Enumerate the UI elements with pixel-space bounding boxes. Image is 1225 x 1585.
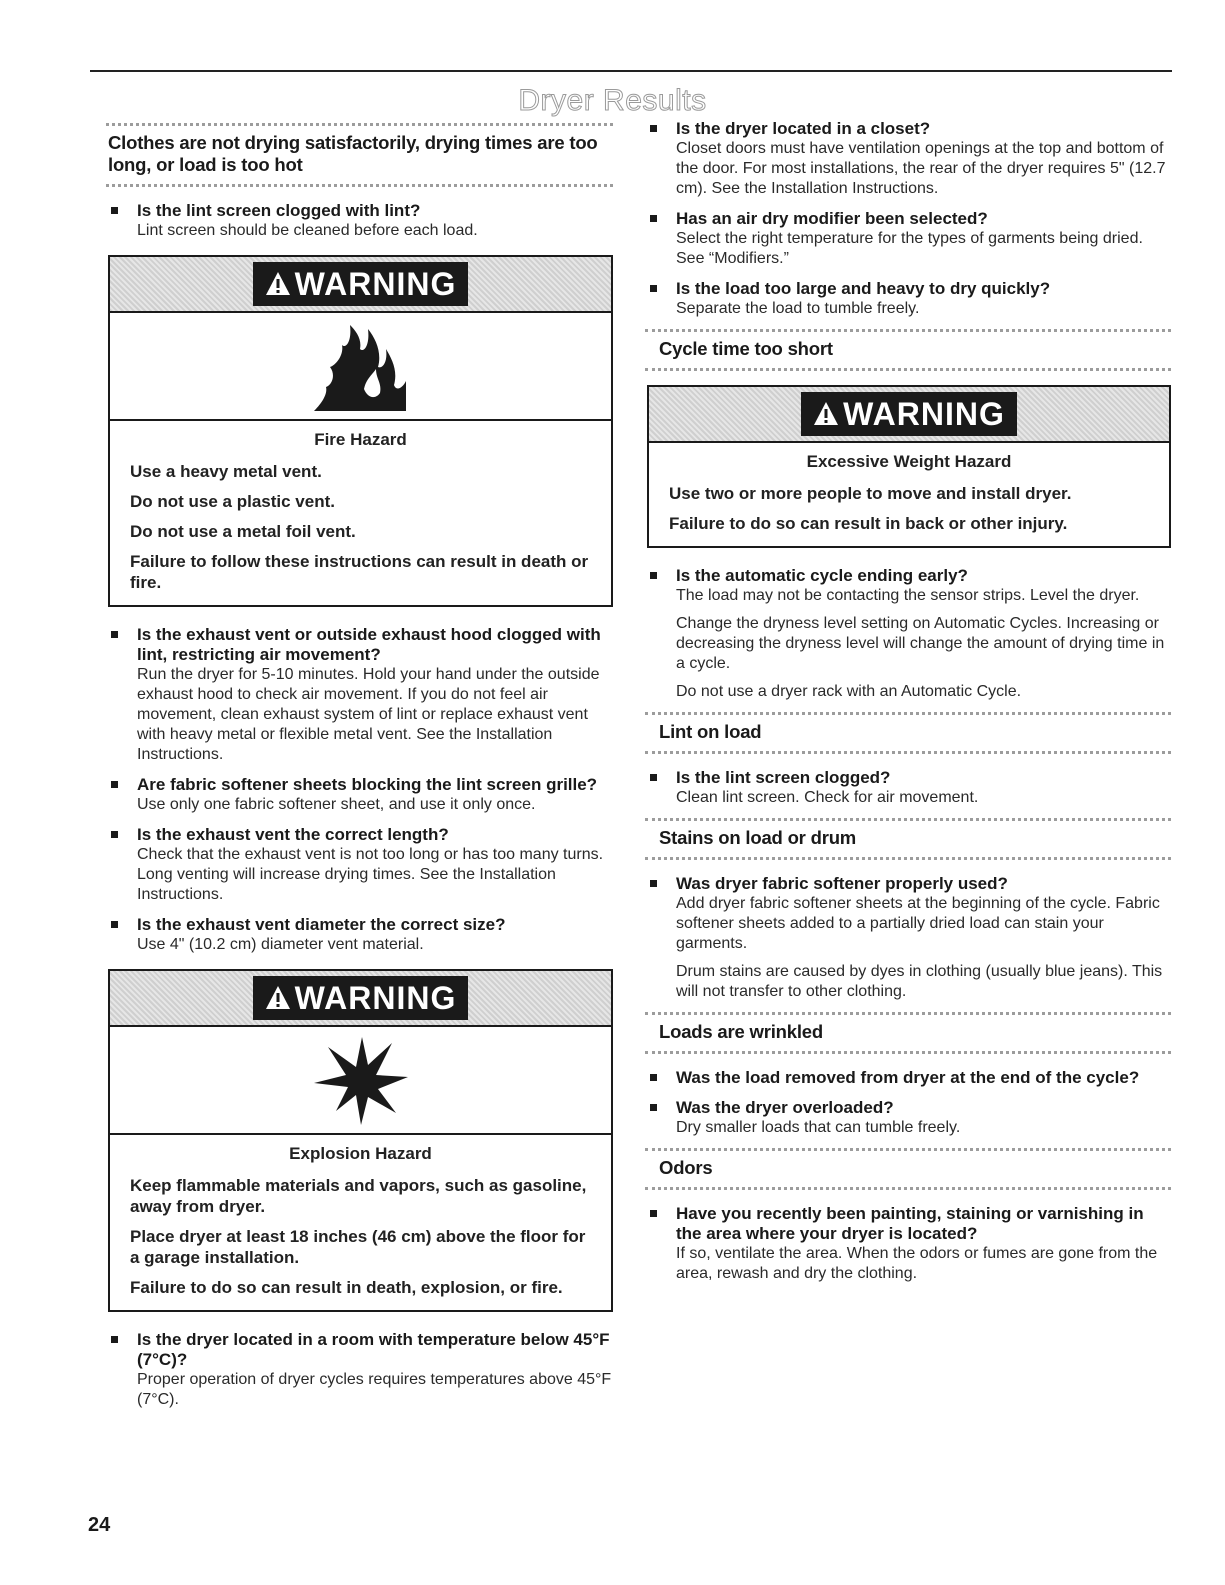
bullet-icon [111, 781, 118, 788]
warning-triangle-icon [813, 401, 839, 427]
hazard-instruction: Do not use a metal foil vent. [130, 522, 356, 541]
question-answer: Do not use a dryer rack with an Automatic Cycle. [676, 683, 1022, 700]
hazard-name: Fire Hazard [314, 430, 407, 449]
question-answer: Add dryer fabric softener sheets at the beginning of the cycle. Fabric softener sheets added to a partially dried load can stain your garments. [676, 895, 1160, 952]
hazard-instruction: Use a heavy metal vent. [130, 462, 322, 481]
warning-header [110, 971, 611, 1027]
question-lint-clogged [647, 768, 1171, 808]
question-title: Is the load too large and heavy to dry quickly? [676, 279, 1051, 298]
question-overloaded [647, 1098, 1171, 1138]
question-closet [647, 119, 1171, 199]
warning-header [649, 387, 1169, 443]
question-painting [647, 1204, 1171, 1284]
page-title: Dryer Results [518, 84, 707, 117]
right-column [647, 119, 1171, 1294]
question-answer: Run the dryer for 5-10 minutes. Hold your hand under the outside exhaust hood to check air movement. If you do not feel air movement, clean exhaust system of lint or replace exhaust vent with heavy metal or flexible metal vent. See the Installation Instructions. [137, 666, 600, 763]
hazard-instruction: Place dryer at least 18 inches (46 cm) above the floor for a garage installation. [130, 1227, 586, 1267]
warning-label: WARNING [253, 262, 469, 306]
warning-text [649, 443, 1169, 546]
bullet-icon [650, 125, 657, 132]
bullet-icon [650, 285, 657, 292]
question-title: Is the lint screen clogged? [676, 768, 891, 787]
bullet-icon [650, 880, 657, 887]
hazard-instruction: Failure to do so can result in death, explosion, or fire. [130, 1278, 563, 1297]
question-title: Are fabric softener sheets blocking the lint screen grille? [137, 775, 598, 794]
hazard-icon-area [110, 313, 611, 421]
hazard-instruction: Failure to follow these instructions can result in death or fire. [130, 552, 589, 592]
question-answer: Clean lint screen. Check for air movement. [676, 789, 979, 806]
left-column [108, 123, 613, 1420]
question-answer: Proper operation of dryer cycles requires temperatures above 45°F (7°C). [137, 1371, 612, 1408]
question-auto-cycle [647, 566, 1171, 702]
section-title-drying: Clothes are not drying satisfactorily, drying times are too long, or load is too hot [108, 132, 598, 175]
question-vent-diameter [108, 915, 613, 955]
section-header [645, 818, 1171, 860]
question-softener-used [647, 874, 1171, 1002]
hazard-name: Excessive Weight Hazard [806, 452, 1012, 471]
question-title: Is the exhaust vent diameter the correct size? [137, 915, 506, 934]
bullet-icon [111, 831, 118, 838]
explosion-icon [306, 1033, 416, 1128]
bullet-icon [650, 774, 657, 781]
question-load-removed [647, 1068, 1171, 1088]
question-answer: Use 4" (10.2 cm) diameter vent material. [137, 936, 424, 953]
warning-triangle-icon [265, 985, 291, 1011]
warning-text [110, 421, 611, 605]
warning-text [110, 1135, 611, 1310]
question-title: Has an air dry modifier been selected? [676, 209, 988, 228]
bullet-icon [650, 1210, 657, 1217]
question-title: Have you recently been painting, staining or varnishing in the area where your dryer is located? [676, 1204, 1144, 1243]
warning-label: WARNING [253, 976, 469, 1020]
question-title: Is the exhaust vent the correct length? [137, 825, 449, 844]
question-vent-length [108, 825, 613, 905]
bullet-icon [111, 207, 118, 214]
question-title: Was dryer fabric softener properly used? [676, 874, 1008, 893]
top-rule [90, 70, 1172, 72]
section-title-wrinkled: Loads are wrinkled [659, 1021, 823, 1042]
bullet-icon [650, 1104, 657, 1111]
question-room-temperature [108, 1330, 613, 1410]
bullet-icon [111, 631, 118, 638]
bullet-icon [650, 1074, 657, 1081]
question-title: Is the dryer located in a room with temperature below 45°F (7°C)? [137, 1330, 610, 1369]
section-title-cycle-short: Cycle time too short [659, 338, 833, 359]
warning-box-explosion [108, 969, 613, 1312]
bullet-icon [650, 215, 657, 222]
question-softener-sheets [108, 775, 613, 815]
warning-triangle-icon [265, 271, 291, 297]
warning-header [110, 257, 611, 313]
question-answer: If so, ventilate the area. When the odors or fumes are gone from the area, rewash and dry the clothing. [676, 1245, 1158, 1282]
question-answer: Check that the exhaust vent is not too long or has too many turns. Long venting will increase drying times. See the Installation Instructions. [137, 846, 604, 903]
hazard-name: Explosion Hazard [289, 1144, 432, 1163]
question-title: Is the dryer located in a closet? [676, 119, 931, 138]
section-header [645, 329, 1171, 371]
question-answer: Select the right temperature for the types of garments being dried. See “Modifiers.” [676, 230, 1143, 267]
question-answer: Drum stains are caused by dyes in clothing (usually blue jeans). This will not transfer to other clothing. [676, 963, 1163, 1000]
page-number: 24 [88, 1514, 111, 1536]
bullet-icon [650, 572, 657, 579]
section-header [645, 712, 1171, 754]
bullet-icon [111, 921, 118, 928]
question-air-dry [647, 209, 1171, 269]
question-exhaust-clogged [108, 625, 613, 765]
question-title: Is the lint screen clogged with lint? [137, 201, 421, 220]
bullet-icon [111, 1336, 118, 1343]
fire-icon [306, 319, 416, 414]
question-title: Is the automatic cycle ending early? [676, 566, 968, 585]
question-answer: Use only one fabric softener sheet, and use it only once. [137, 796, 536, 813]
section-title-odors: Odors [659, 1157, 713, 1178]
warning-label: WARNING [801, 392, 1017, 436]
question-answer: Change the dryness level setting on Automatic Cycles. Increasing or decreasing the dryness level will change the amount of drying time in a cycle. [676, 615, 1165, 672]
question-answer: Separate the load to tumble freely. [676, 300, 920, 317]
question-title: Was the dryer overloaded? [676, 1098, 894, 1117]
question-answer: Closet doors must have ventilation openings at the top and bottom of the door. For most installations, the rear of the dryer requires 5" (12.7 cm). See the Installation Instructions. [676, 140, 1166, 197]
question-answer: The load may not be contacting the sensor strips. Level the dryer. [676, 587, 1140, 604]
question-lint-screen [108, 201, 613, 241]
hazard-instruction: Keep flammable materials and vapors, such as gasoline, away from dryer. [130, 1176, 587, 1216]
question-load-large [647, 279, 1171, 319]
section-header [645, 1012, 1171, 1054]
section-header [106, 123, 613, 187]
hazard-instruction: Use two or more people to move and install dryer. [669, 484, 1072, 503]
question-title: Was the load removed from dryer at the end of the cycle? [676, 1068, 1140, 1087]
warning-box-fire [108, 255, 613, 607]
hazard-icon-area [110, 1027, 611, 1135]
question-title: Is the exhaust vent or outside exhaust hood clogged with lint, restricting air movement? [137, 625, 601, 664]
hazard-instruction: Do not use a plastic vent. [130, 492, 335, 511]
question-answer: Dry smaller loads that can tumble freely. [676, 1119, 961, 1136]
warning-box-weight [647, 385, 1171, 548]
question-answer: Lint screen should be cleaned before each load. [137, 222, 478, 239]
hazard-instruction: Failure to do so can result in back or other injury. [669, 514, 1068, 533]
section-title-stains: Stains on load or drum [659, 827, 857, 848]
section-header [645, 1148, 1171, 1190]
section-title-lint: Lint on load [659, 721, 762, 742]
